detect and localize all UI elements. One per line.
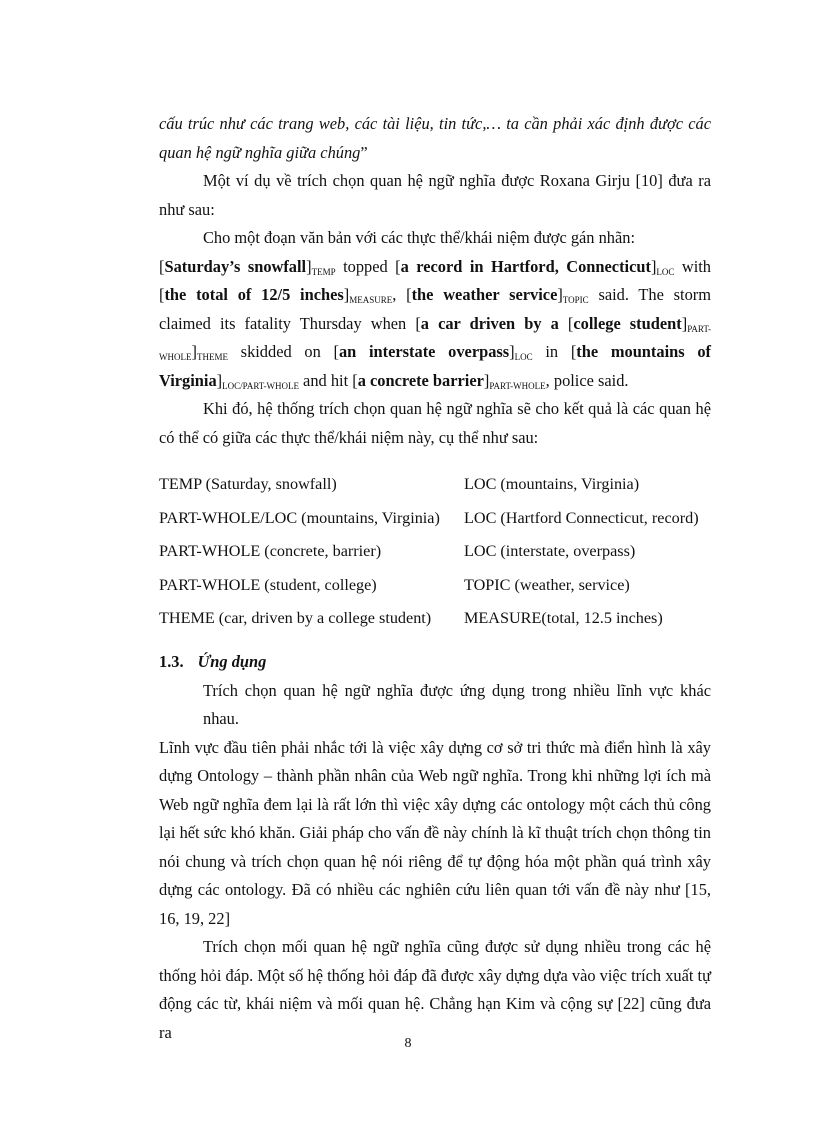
paragraph-line: lại hết sức khó khăn. Giải pháp cho vấn đề này chính là kĩ thuật trích chọn thông tin [159, 823, 711, 842]
relation-right: LOC (mountains, Virginia) [464, 475, 640, 493]
page-number: 8 [404, 1036, 412, 1051]
quote-line-2: quan hệ ngữ nghĩa giữa chúng” [159, 142, 368, 162]
annotated-line-5: $Virginia]_{LOC/PART-WHOLE}$ and hit [a concrete $barrier]_{PART-WHOLE}$, police said. [159, 370, 629, 391]
relation-right: LOC (interstate, overpass) [464, 542, 636, 560]
relation-right: MEASURE(total, 12.5 inches) [464, 609, 663, 627]
section-title: Ứng dụng [197, 652, 267, 671]
relation-left: PART-WHOLE/LOC (mountains, Virginia) [159, 508, 440, 527]
relation-row [159, 542, 719, 576]
paragraph-line: thống hỏi đáp. Một số hệ thống hỏi đáp đã được xây dựng dựa vào việc trích xuất tự [159, 965, 711, 985]
relation-left: TEMP (Saturday, snowfall) [159, 475, 337, 493]
page-body [159, 110, 711, 452]
quote-line-1: cấu trúc như các trang web, các tài liệu, tin tức,… ta cần phải xác định được các [159, 114, 711, 133]
relation-left: PART-WHOLE (student, college) [159, 575, 377, 594]
annotated-line-4: $_{WHOLE}]_{THEME}$ skidded on [an interstate $overpass]_{LOC}$ in [the mountains of [159, 342, 711, 362]
relation-left: PART-WHOLE (concrete, barrier) [159, 542, 382, 560]
section-number: 1.3. [159, 652, 184, 671]
relation-left: THEME (car, driven by a college student) [159, 609, 432, 627]
intro-line-3: Cho một đoạn văn bản với các thực thể/khái niệm được gán nhãn: [203, 228, 636, 247]
paragraph-line: nói chung và trích chọn quan hệ nói riêng để tự động hóa một phần quá trình xây [159, 851, 711, 871]
paragraph-line: Web ngữ nghĩa đem lại là rất lớn thì việc xây dựng các ontology một cách thủ công [159, 794, 711, 814]
relations-table [159, 475, 719, 643]
intro-line-2: như sau: [159, 199, 215, 219]
relation-row [159, 475, 719, 509]
paragraph-line: Trích chọn quan hệ ngữ nghĩa được ứng dụng trong nhiều lĩnh vực khác nhau. [203, 680, 711, 728]
result-intro-line-2: có thể có giữa các thực thể/khái niệm này, cụ thể như sau: [159, 427, 539, 447]
annotated-line-2: [the total of 12/5 $inches]_{MEASURE}$, [the weather $service]_{TOPIC}$ said. The storm [159, 285, 712, 305]
relation-right: TOPIC (weather, service) [464, 575, 630, 594]
relation-right: LOC (Hartford Connecticut, record) [464, 508, 699, 527]
paragraph-line: dựng Ontology – thành phần nhân của Web ngữ nghĩa. Trong khi những lợi ích mà [159, 766, 711, 785]
result-intro-line-1: Khi đó, hệ thống trích chọn quan hệ ngữ nghĩa sẽ cho kết quả là các quan hệ [203, 399, 711, 418]
intro-line-1: Một ví dụ về trích chọn quan hệ ngữ nghĩa được Roxana Girju [10] đưa ra [203, 171, 711, 190]
relation-row [159, 609, 719, 643]
paragraph-line: 16, 19, 22] [159, 908, 231, 928]
relation-row [159, 576, 719, 610]
section-heading [159, 648, 711, 677]
paragraph-line: Trích chọn mối quan hệ ngữ nghĩa cũng được sử dụng nhiều trong các hệ [203, 937, 711, 956]
paragraph-line: động các từ, khái niệm và mối quan hệ. Chẳng hạn Kim và cộng sự [22] cũng đưa ra [159, 994, 711, 1042]
paragraph-line: Lĩnh vực đầu tiên phải nhắc tới là việc xây dựng cơ sở tri thức mà điển hình là xây [159, 737, 711, 757]
section-1-3 [159, 648, 711, 1047]
paragraph-line: dựng các ontology. Đã có nhiều các nghiên cứu liên quan tới vấn đề này như [15, [159, 880, 711, 899]
annotated-line-1: [Saturday’s $snowfall]_{TEMP}$ topped [a record in Hartford, $Connecticut]_{LOC}$ with [159, 256, 712, 277]
annotated-line-3: claimed its fatality Thursday when [a car driven by a [college $student]_{PART-}$ [159, 313, 711, 334]
relation-row [159, 509, 719, 543]
